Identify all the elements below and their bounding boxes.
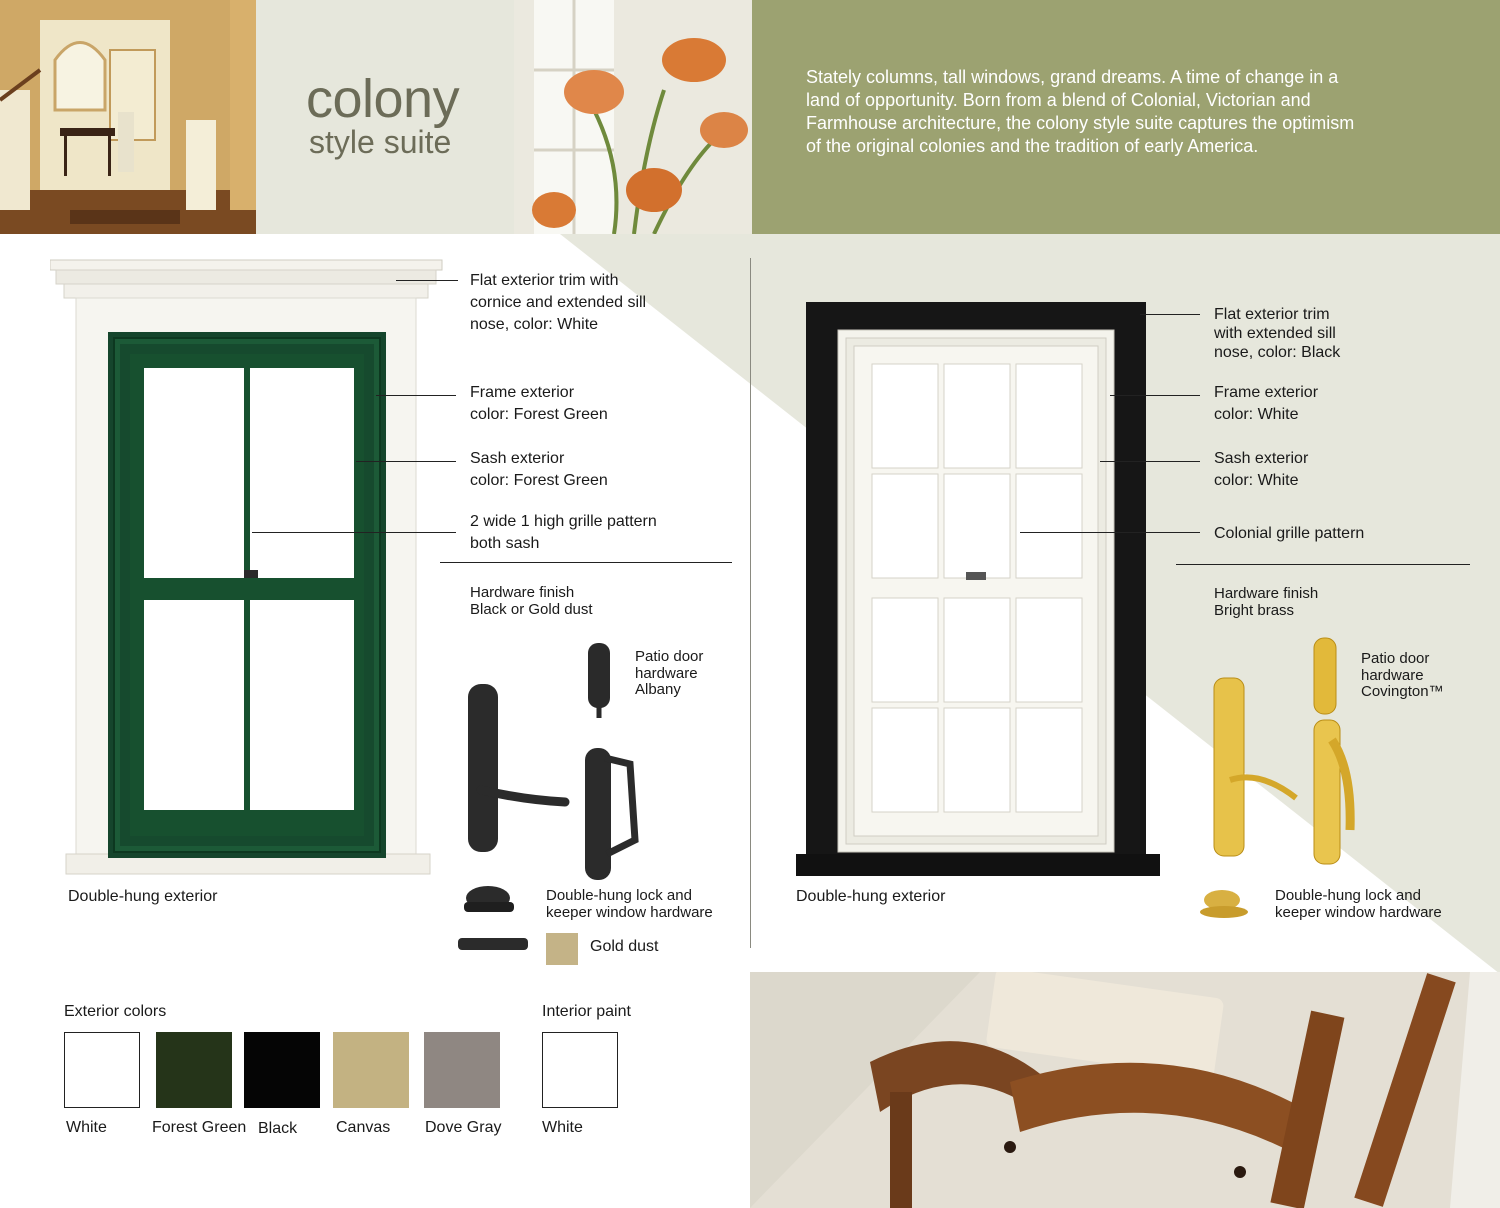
covington-hardware-icon (1200, 630, 1360, 870)
swatch-forest-green (156, 1032, 232, 1108)
section-rule (440, 562, 732, 563)
left-hardware-finish: Hardware finish Black or Gold dust (470, 584, 593, 618)
swatch-label: Black (258, 1120, 298, 1137)
right-hardware-finish: Hardware finish Bright brass (1214, 585, 1319, 619)
tulips-photo (514, 0, 752, 234)
right-lock-label: Double-hung lock and keeper window hardware (1275, 887, 1442, 921)
left-window-caption: Double-hung exterior (68, 888, 218, 905)
left-patio-hardware: Patio door hardware Albany (635, 648, 704, 698)
gold-dust-label: Gold dust (590, 938, 659, 955)
callout-line (1110, 395, 1200, 396)
callout-line (252, 532, 456, 533)
intro-text: Stately columns, tall windows, grand dreams. A time of change in a land of opportunity. Born from a blend of Colonial, Victorian and Farmhouse architecture, the colony style suite captures the optimism of the original colonies and the tradition of early America. (806, 67, 1355, 156)
intro-panel (752, 0, 1500, 234)
interior-room-photo (0, 0, 256, 234)
left-callout-sash: Sash exterior color: Forest Green (470, 450, 608, 489)
swatch-white (64, 1032, 140, 1108)
albany-hardware-icon (455, 640, 655, 890)
right-callout-trim: Flat exterior trim with extended sill nose, color: Black (1214, 306, 1341, 361)
green-window-illustration (50, 256, 450, 880)
left-lock-label: Double-hung lock and keeper window hardware (546, 887, 713, 921)
right-callout-grille: Colonial grille pattern (1214, 525, 1365, 542)
brass-lock-icon (1196, 884, 1256, 924)
left-callout-frame: Frame exterior color: Forest Green (470, 384, 608, 423)
gold-dust-swatch (546, 933, 578, 965)
swatch-label: Dove Gray (425, 1119, 502, 1136)
center-divider (750, 258, 751, 948)
swatch-label: White (542, 1119, 583, 1136)
black-lock-icon (456, 880, 536, 960)
right-callout-sash: Sash exterior color: White (1214, 450, 1309, 489)
right-patio-hardware: Patio door hardware Covington™ (1361, 650, 1444, 700)
room-illustration (0, 0, 256, 234)
callout-line (376, 395, 456, 396)
swatch-label: Canvas (336, 1119, 391, 1136)
right-window-caption: Double-hung exterior (796, 888, 946, 905)
title-panel (256, 0, 514, 234)
page-title: colony (306, 69, 460, 129)
swatch-dove-gray (424, 1032, 500, 1108)
exterior-colors-title: Exterior colors (64, 1003, 167, 1020)
callout-line (356, 461, 456, 462)
swatch-interior-white (542, 1032, 618, 1108)
callout-line (1020, 532, 1200, 533)
section-rule (1176, 564, 1470, 565)
callout-line (396, 280, 458, 281)
interior-paint-title: Interior paint (542, 1003, 631, 1020)
left-callout-trim: Flat exterior trim with cornice and extended sill nose, color: White (470, 272, 647, 333)
swatch-canvas (333, 1032, 409, 1108)
white-window-illustration (796, 302, 1162, 880)
chair-photo (750, 972, 1500, 1208)
right-callout-frame: Frame exterior color: White (1214, 384, 1319, 423)
swatch-label: Forest Green (152, 1119, 247, 1136)
swatch-black (244, 1032, 320, 1108)
chair-illustration (750, 972, 1500, 1208)
left-callout-grille: 2 wide 1 high grille pattern both sash (470, 513, 657, 552)
callout-line (1140, 314, 1200, 315)
callout-line (1100, 461, 1200, 462)
page-subtitle: style suite (309, 124, 452, 160)
tulips-illustration (514, 0, 752, 234)
swatch-label: White (66, 1119, 107, 1136)
